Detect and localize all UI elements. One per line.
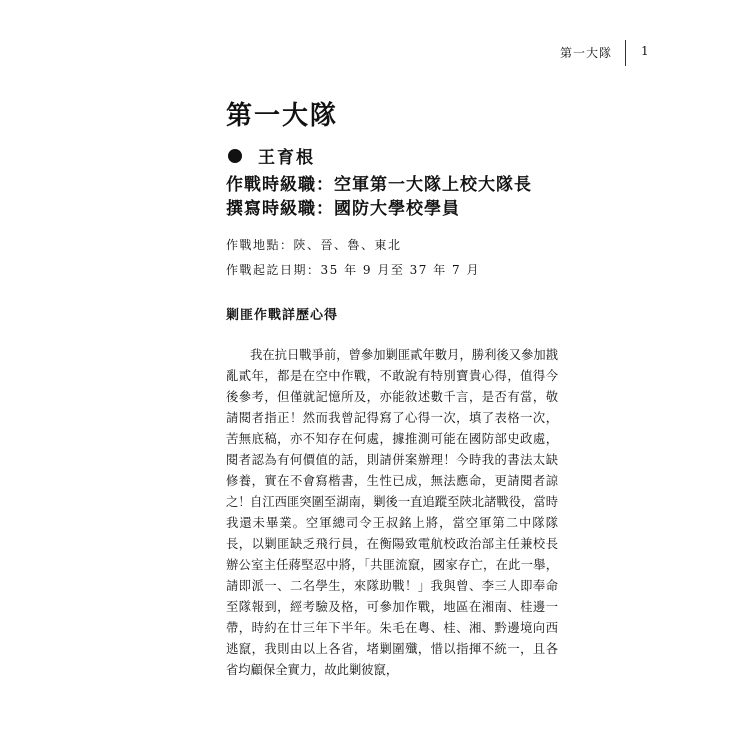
battle-dates: 作戰起訖日期：35 年 9 月至 37 年 7 月 xyxy=(226,263,481,277)
body-paragraph-2: 自江西匪突圍至湖南，剿後一直追蹤至陝北諸戰役，當時我還未畢業。空軍總司令王叔銘上將，當空軍第二中隊隊長，以剿匪缺乏飛行員，在衡陽致電航校政治部主任兼校長辦公室主任蔣堅忍中將，「共匪流竄，國家存亡，在此一舉，請即派一、二名學生，來隊助戰！」我與曾、李三人即奉命至隊報到，經考驗及格，可參加作戰，地區在湘南、桂邊一帶，時約在廿三年下半年。朱毛在粵、桂、湘、黔邊境向西逃竄，我則由以上各省，堵剿圍殲，惜以指揮不統一，且各省均顧保全實力，故此剿彼竄， xyxy=(226,495,558,677)
body-paragraph-1: 我在抗日戰爭前，曾參加剿匪貳年數月，勝利後又參加戡亂貳年，都是在空中作戰，不敢說有特別寶貴心得，值得今後參考，但僅就記憶所及，亦能敘述數千言，是否有當，敬請閱者指正！然而我曾記得寫了心得一次，填了表格一次，苦無底稿，亦不知存在何處，據推測可能在國防部史政處，閱者認為有何價值的話，則請併案辦理！今時我的書法太缺修養，實在不會寫楷書，生性已成，無法應命，更請閱者諒之！ xyxy=(226,348,558,509)
chapter-title: 第一大隊 xyxy=(226,101,339,131)
author-line xyxy=(226,143,315,168)
running-header-title: 第一大隊 xyxy=(559,46,612,60)
header-divider xyxy=(625,40,626,66)
section-heading: 剿匪作戰詳歷心得 xyxy=(226,308,339,323)
author-writing-role: 撰寫時級職：國防大學校學員 xyxy=(226,199,460,219)
author-name: 王育根 xyxy=(258,148,315,168)
bullet-icon xyxy=(228,149,242,163)
author-wartime-role: 作戰時級職：空軍第一大隊上校大隊長 xyxy=(226,175,532,195)
page-number: 1 xyxy=(641,44,649,58)
battle-location: 作戰地點：陝、晉、魯、東北 xyxy=(226,238,402,252)
